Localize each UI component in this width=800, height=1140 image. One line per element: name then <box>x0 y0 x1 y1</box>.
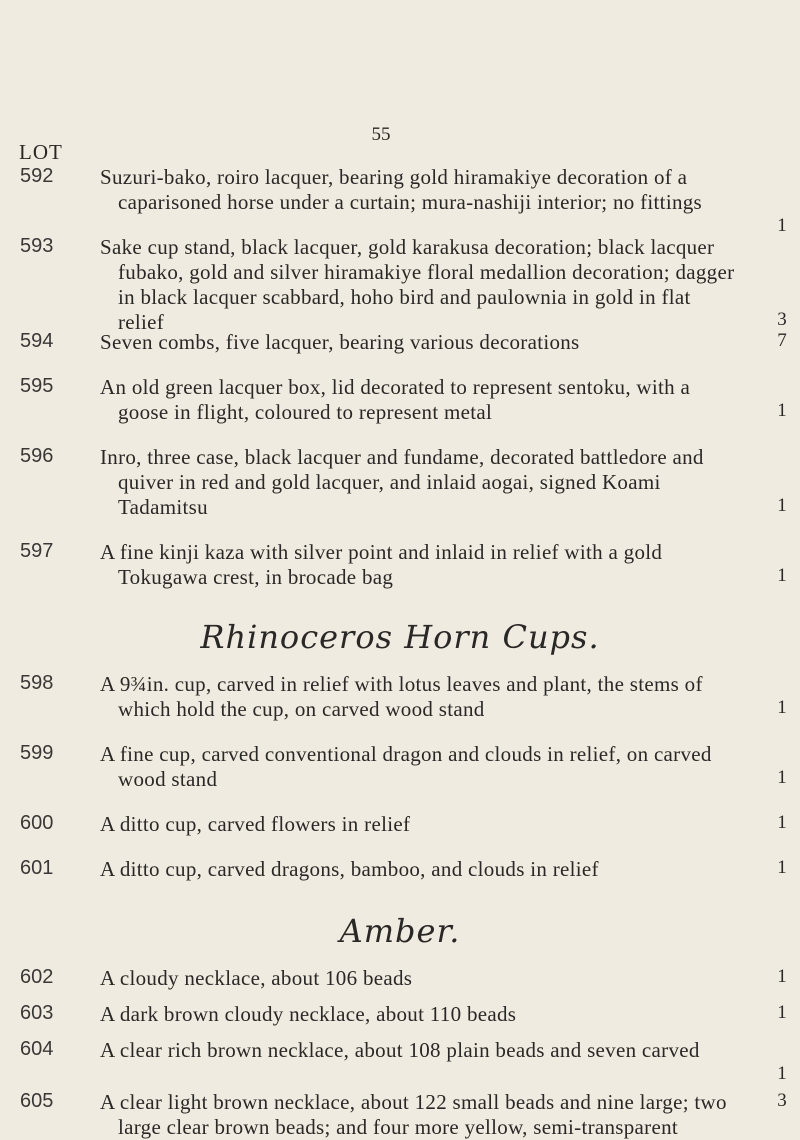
lot-quantity: 1 <box>777 1002 787 1023</box>
lot-description: Seven combs, five lacquer, bearing various decorations <box>100 330 580 354</box>
lot-description: Inro, three case, black lacquer and fundame, decorated battledore and quiver in red and gold lacquer, and inlaid aogai, signed Koami Tadamitsu <box>100 445 704 519</box>
lot-number: 592 <box>20 165 54 187</box>
lot-description: Sake cup stand, black lacquer, gold karakusa decoration; black lacquer fubako, gold and silver hiramakiye floral medallion decoration; dagger in black lacquer scabbard, hoho bird and paulownia in gold in flat relief <box>100 235 735 334</box>
lot-description: An old green lacquer box, lid decorated to represent sentoku, with a goose in flight, coloured to represent metal <box>100 375 691 424</box>
lot-quantity: 1 <box>777 1063 787 1084</box>
section-heading-rhinoceros-horn-cups: Rhinoceros Horn Cups. <box>200 618 600 656</box>
lot-description: A ditto cup, carved dragons, bamboo, and clouds in relief <box>100 857 599 881</box>
lot-quantity: 3 <box>777 1090 787 1111</box>
lot-description: A clear rich brown necklace, about 108 plain beads and seven carved <box>100 1038 700 1062</box>
lot-quantity: 3 <box>777 309 787 330</box>
lot-number: 604 <box>20 1038 54 1060</box>
lot-quantity: 1 <box>777 495 787 516</box>
lot-number: 599 <box>20 742 54 764</box>
lot-number: 603 <box>20 1002 54 1024</box>
lot-quantity: 1 <box>777 767 787 788</box>
lot-quantity: 1 <box>777 966 787 987</box>
lot-quantity: 1 <box>777 857 787 878</box>
lot-quantity: 1 <box>777 215 787 236</box>
lot-quantity: 7 <box>777 330 787 351</box>
lot-quantity: 1 <box>777 812 787 833</box>
lot-number: 601 <box>20 857 54 879</box>
lot-quantity: 1 <box>777 565 787 586</box>
lot-number: 598 <box>20 672 54 694</box>
lot-description: A dark brown cloudy necklace, about 110 beads <box>100 1002 517 1026</box>
page-number: 55 <box>371 124 391 145</box>
lot-number: 593 <box>20 235 54 257</box>
lot-number: 602 <box>20 966 54 988</box>
lot-number: 605 <box>20 1090 54 1112</box>
lot-number: 597 <box>20 540 54 562</box>
lot-description: A fine kinji kaza with silver point and inlaid in relief with a gold Tokugawa crest, in brocade bag <box>100 540 663 589</box>
lot-description: A fine cup, carved conventional dragon and clouds in relief, on carved wood stand <box>100 742 712 791</box>
lot-column-header: LOT <box>19 140 63 164</box>
lot-description: A ditto cup, carved flowers in relief <box>100 812 411 836</box>
section-heading-amber: Amber. <box>339 912 461 950</box>
lot-number: 596 <box>20 445 54 467</box>
lot-description: Suzuri-bako, roiro lacquer, bearing gold hiramakiye decoration of a caparisoned horse under a curtain; mura-nashiji interior; no fittings <box>100 165 703 214</box>
lot-number: 600 <box>20 812 54 834</box>
lot-description: A clear light brown necklace, about 122 small beads and nine large; two large clear brown beads; and four more yellow, semi-transparent <box>100 1090 727 1139</box>
lot-number: 594 <box>20 330 54 352</box>
lot-number: 595 <box>20 375 54 397</box>
lot-description: A cloudy necklace, about 106 beads <box>100 966 413 990</box>
lot-quantity: 1 <box>777 400 787 421</box>
lot-quantity: 1 <box>777 697 787 718</box>
lot-description: A 9¾in. cup, carved in relief with lotus leaves and plant, the stems of which hold the cup, on carved wood stand <box>100 672 703 721</box>
